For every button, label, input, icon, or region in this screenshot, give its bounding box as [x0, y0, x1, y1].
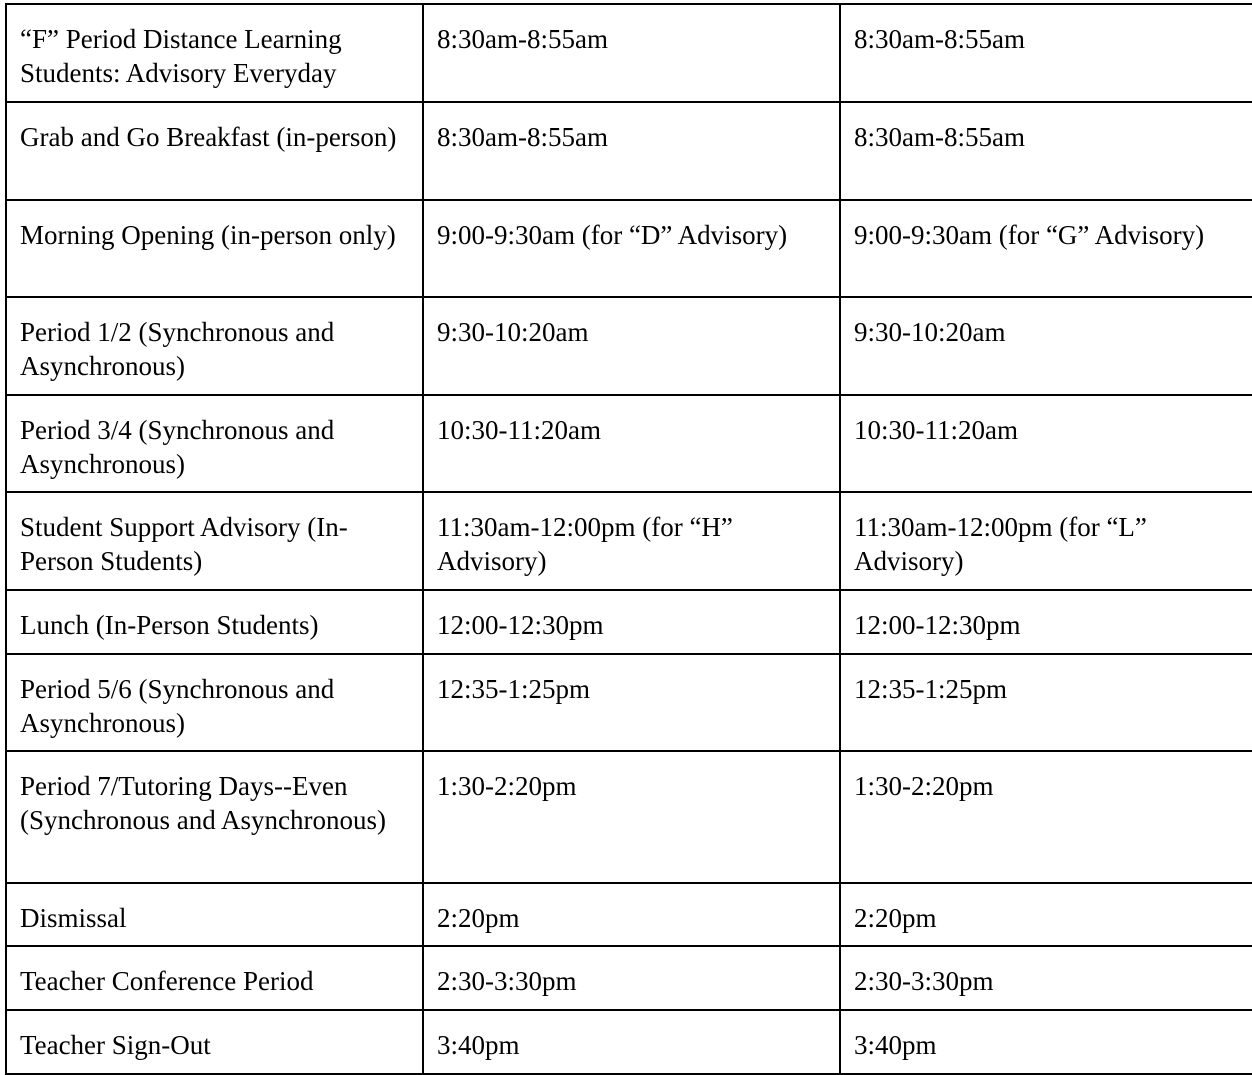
table-row	[6, 492, 1252, 590]
day-b-time-cell: 2:30-3:30pm	[840, 946, 1252, 1010]
table-row	[6, 4, 1252, 102]
activity-cell: Lunch (In-Person Students)	[6, 590, 423, 654]
day-a-time-cell: 11:30am-12:00pm (for “H” Advisory)	[423, 492, 840, 590]
table-row	[6, 102, 1252, 200]
day-b-time-cell: 2:20pm	[840, 883, 1252, 946]
day-b-time-cell: 8:30am-8:55am	[840, 102, 1252, 200]
activity-cell: Period 5/6 (Synchronous and Asynchronous)	[6, 654, 423, 751]
day-a-time-cell: 1:30-2:20pm	[423, 751, 840, 883]
table-row	[6, 395, 1252, 492]
activity-cell: Teacher Conference Period	[6, 946, 423, 1010]
day-a-time-cell: 8:30am-8:55am	[423, 102, 840, 200]
table-row	[6, 1010, 1252, 1074]
day-a-time-cell: 2:30-3:30pm	[423, 946, 840, 1010]
activity-cell: Period 1/2 (Synchronous and Asynchronous)	[6, 297, 423, 395]
day-a-time-cell: 9:00-9:30am (for “D” Advisory)	[423, 200, 840, 297]
day-a-time-cell: 9:30-10:20am	[423, 297, 840, 395]
activity-cell: Dismissal	[6, 883, 423, 946]
table-row	[6, 751, 1252, 883]
schedule-table	[5, 3, 1252, 1075]
schedule-table-body	[6, 4, 1252, 1074]
day-b-time-cell: 9:00-9:30am (for “G” Advisory)	[840, 200, 1252, 297]
table-row	[6, 590, 1252, 654]
day-b-time-cell: 9:30-10:20am	[840, 297, 1252, 395]
day-a-time-cell: 10:30-11:20am	[423, 395, 840, 492]
day-a-time-cell: 3:40pm	[423, 1010, 840, 1074]
day-b-time-cell: 11:30am-12:00pm (for “L” Advisory)	[840, 492, 1252, 590]
day-a-time-cell: 12:00-12:30pm	[423, 590, 840, 654]
day-a-time-cell: 12:35-1:25pm	[423, 654, 840, 751]
day-b-time-cell: 12:35-1:25pm	[840, 654, 1252, 751]
table-row	[6, 297, 1252, 395]
activity-cell: “F” Period Distance Learning Students: Advisory Everyday	[6, 4, 423, 102]
activity-cell: Grab and Go Breakfast (in-person)	[6, 102, 423, 200]
table-row	[6, 200, 1252, 297]
day-a-time-cell: 8:30am-8:55am	[423, 4, 840, 102]
activity-cell: Period 7/Tutoring Days--Even (Synchronous and Asynchronous)	[6, 751, 423, 883]
day-b-time-cell: 12:00-12:30pm	[840, 590, 1252, 654]
table-row	[6, 654, 1252, 751]
activity-cell: Teacher Sign-Out	[6, 1010, 423, 1074]
table-row	[6, 883, 1252, 946]
day-a-time-cell: 2:20pm	[423, 883, 840, 946]
activity-cell: Period 3/4 (Synchronous and Asynchronous)	[6, 395, 423, 492]
day-b-time-cell: 3:40pm	[840, 1010, 1252, 1074]
activity-cell: Morning Opening (in-person only)	[6, 200, 423, 297]
day-b-time-cell: 8:30am-8:55am	[840, 4, 1252, 102]
day-b-time-cell: 10:30-11:20am	[840, 395, 1252, 492]
activity-cell: Student Support Advisory (In-Person Students)	[6, 492, 423, 590]
day-b-time-cell: 1:30-2:20pm	[840, 751, 1252, 883]
table-row	[6, 946, 1252, 1010]
